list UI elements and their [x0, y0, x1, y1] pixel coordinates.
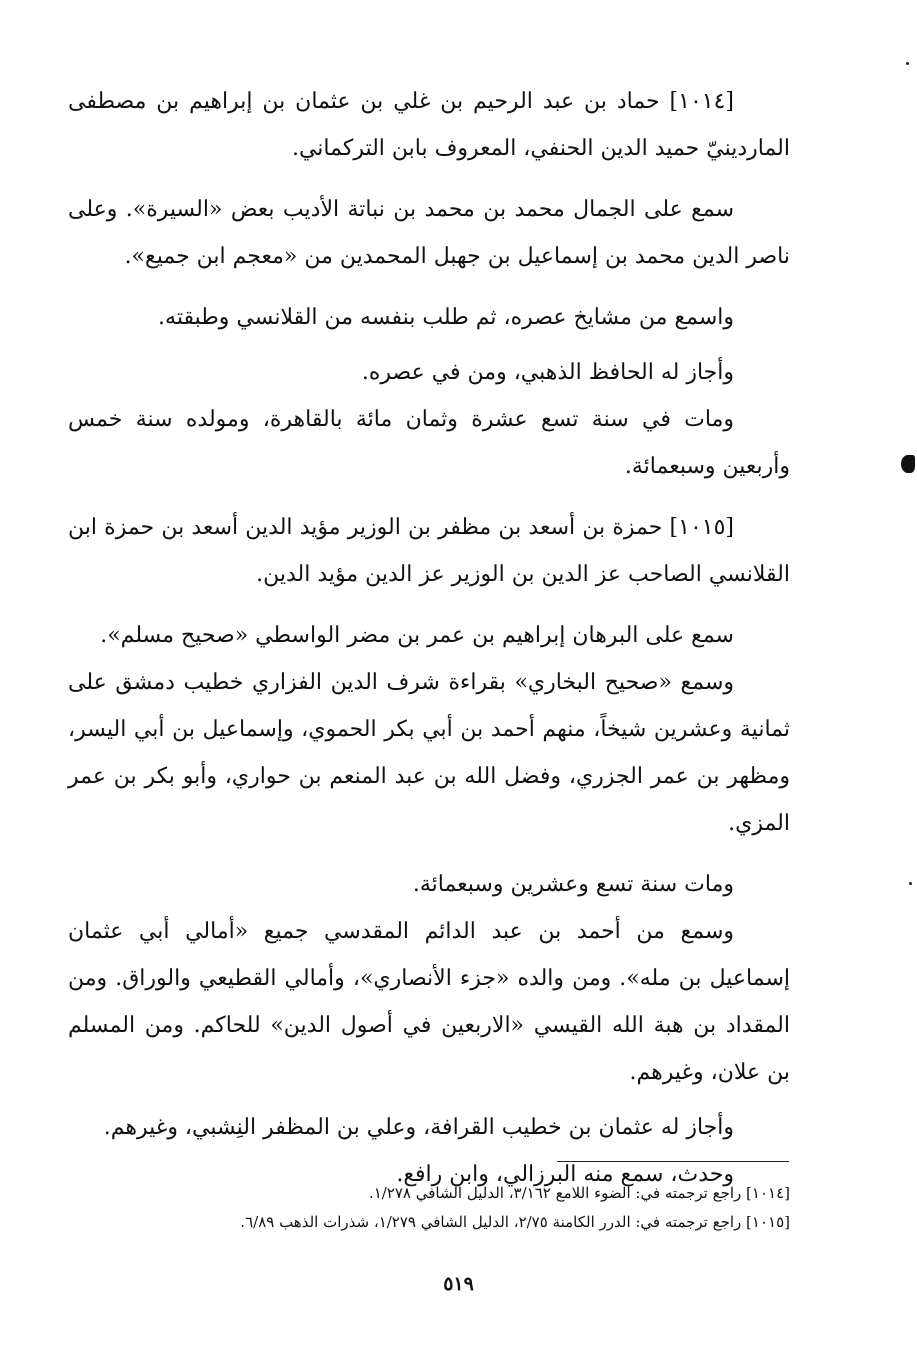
entry-1015-paragraph: وحدث، سمع منه البرزالي، وابن رافع. [396, 1162, 734, 1187]
ink-speck-mark [906, 62, 909, 65]
entry-1015-paragraph: وسمع «صحيح البخاري» بقراءة شرف الدين الفزاري خطيب دمشق على ثمانية وعشرين شيخاً، منهم أحمد بن أبي بكر الحموي، وإسماعيل بن أبي اليسر، ومظهر بن عمر الجزري، وفضل الله بن عبد المنعم بن حواري، وأبو بكر بن عمر المزي. [68, 670, 791, 836]
ink-blot-mark [901, 455, 915, 473]
entry-1014-paragraph: وأجاز له الحافظ الذهبي، ومن في عصره. [361, 360, 734, 385]
entry-1014-paragraph: ومات في سنة تسع عشرة وثمان مائة بالقاهرة، ومولده سنة خمس وأربعين وسبعمائة. [68, 407, 790, 479]
footnotes [100, 1179, 790, 1237]
entry-1015-paragraph: ومات سنة تسع وعشرين وسبعمائة. [412, 872, 734, 897]
footnote-1015: [١٠١٥] راجع ترجمته في: الدرر الكامنة ٢/٧٥، الدليل الشافي ١/٢٧٩، شذرات الذهب ٦/٨٩. [240, 1213, 790, 1231]
entry-1015-heading: [١٠١٥] حمزة بن أسعد بن مظفر بن الوزير مؤيد الدين أسعد بن حمزة ابن القلانسي الصاحب عز الدين بن الوزير عز الدين مؤيد الدين. [68, 515, 790, 587]
entry-1014-paragraph: سمع على الجمال محمد بن محمد بن نباتة الأديب بعض «السيرة». وعلى ناصر الدين محمد بن إسماعيل بن جهبل المحمدين من «معجم ابن جميع». [68, 197, 790, 269]
page-body [68, 78, 790, 1198]
entry-1015-paragraph: وأجاز له عثمان بن خطيب القرافة، وعلي بن المظفر النِشبي، وغيرهم. [103, 1115, 734, 1140]
entry-1015-paragraph: سمع على البرهان إبراهيم بن عمر بن مضر الواسطي «صحيح مسلم». [100, 623, 734, 648]
footnote-divider [557, 1161, 789, 1162]
entry-1014-paragraph: واسمع من مشايخ عصره، ثم طلب بنفسه من القلانسي وطبقته. [158, 305, 734, 330]
ink-speck-mark [909, 882, 912, 885]
page-number: ٥١٩ [443, 1273, 474, 1295]
entry-1015-paragraph: وسمع من أحمد بن عبد الدائم المقدسي جميع «أمالي أبي عثمان إسماعيل بن مله». ومن والده «جزء الأنصاري»، وأمالي القطيعي والوراق. ومن المقداد بن هبة الله القيسي «الاربعين في أصول الدين» للحاكم. ومن المسلم بن علان، وغيرهم. [68, 919, 790, 1085]
entry-1014-heading: [١٠١٤] حماد بن عبد الرحيم بن غلي بن عثمان بن إبراهيم بن مصطفى الماردينيّ حميد الدين الحنفي، المعروف بابن التركماني. [68, 89, 790, 161]
footnote-1014: [١٠١٤] راجع ترجمته في: الضوء اللامع ٣/١٦٢، الدليل الشافي ١/٢٧٨. [368, 1184, 790, 1202]
